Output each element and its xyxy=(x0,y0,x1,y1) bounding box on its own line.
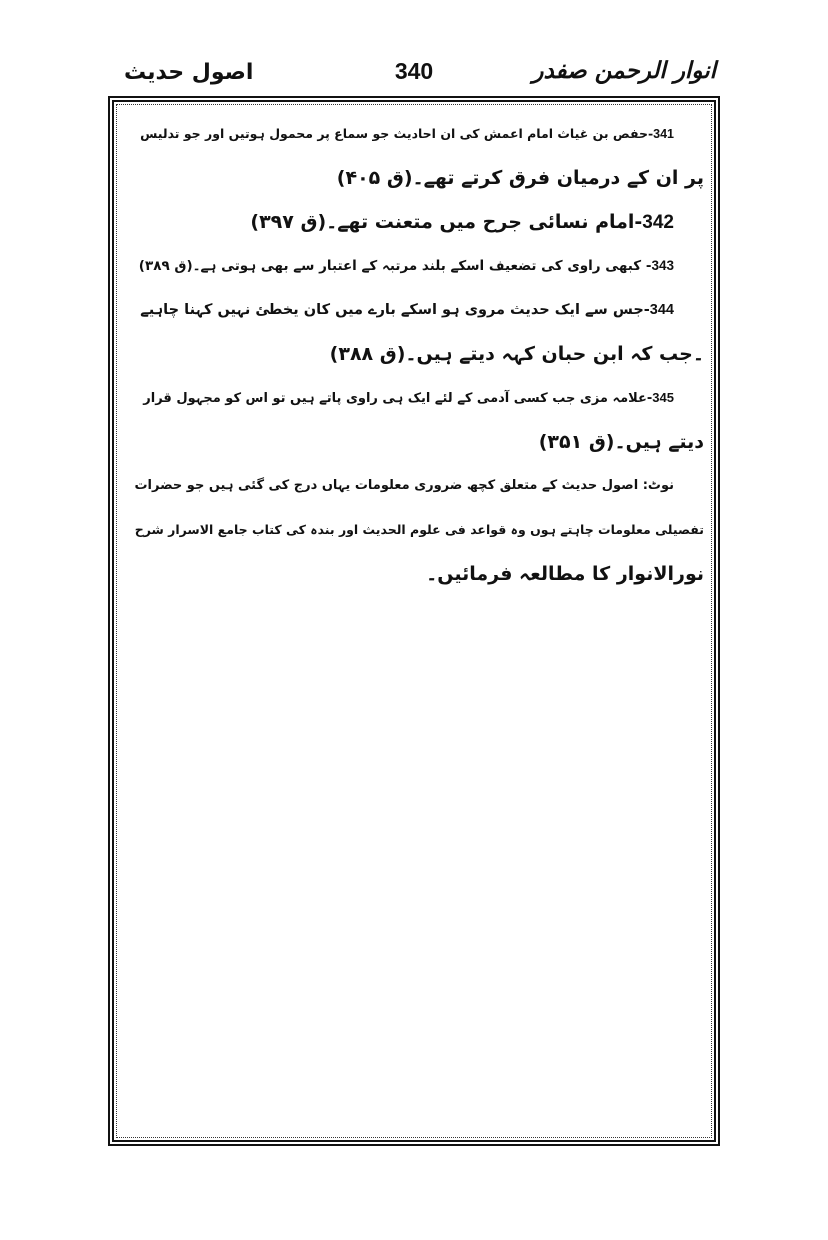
entry-number: 343 xyxy=(651,258,674,273)
entry-text: - کبھی راوی کی تضعیف اسکے بلند مرتبہ کے اعتبار سے بھی ہوتی ہے۔(ق ۳۸۹) xyxy=(138,258,652,274)
book-title: انوار الرحمن صفدر xyxy=(532,58,716,84)
entry-342-line-1 xyxy=(124,200,704,244)
entry-number: 344 xyxy=(649,302,674,318)
note-line-3: نورالانوار کا مطالعہ فرمائیں۔ xyxy=(426,563,704,585)
entry-number: 341 xyxy=(653,127,674,141)
entry-number: 342 xyxy=(642,212,674,233)
chapter-title: اصول حدیث xyxy=(124,60,254,85)
entry-344-line-2: ۔جب کہ ابن حبان کہہ دیتے ہیں۔(ق ۳۸۸) xyxy=(329,343,704,365)
entry-341-line-1 xyxy=(124,112,704,156)
page-body xyxy=(124,112,704,596)
entry-text: -جس سے ایک حدیث مروی ہو اسکے بارے میں کان یخطئ نہیں کہنا چاہیے xyxy=(140,302,650,318)
entry-345-line-1 xyxy=(124,376,704,420)
entry-343-line-1 xyxy=(124,244,704,288)
page-header xyxy=(108,58,720,92)
entry-344-line-1 xyxy=(124,288,704,332)
entry-text: -امام نسائی جرح میں متعنت تھے۔(ق ۳۹۷) xyxy=(250,211,643,233)
entry-text: -علامہ مزی جب کسی آدمی کے لئے ایک ہی راوی پاتے ہیں تو اس کو مجہول قرار xyxy=(143,391,653,406)
entry-text: -حفص بن غیاث امام اعمش کی ان احادیث جو سماع پر محمول ہوتیں اور جو تدلیس xyxy=(140,126,654,141)
entry-number: 345 xyxy=(652,390,674,405)
note-line-1: نوٹ: اصول حدیث کے متعلق کچھ ضروری معلومات یہاں درج کی گئی ہیں جو حضرات xyxy=(134,478,674,493)
note-line-2: تفصیلی معلومات چاہتے ہوں وہ قواعد فی علوم الحدیث اور بندہ کی کتاب جامع الاسرار شرح xyxy=(134,522,704,537)
page-border-frame xyxy=(108,96,720,1146)
page-number: 340 xyxy=(394,58,434,84)
entry-341-line-2: پر ان کے درمیان فرق کرتے تھے۔(ق ۴۰۵) xyxy=(336,167,704,189)
entry-345-line-2: دیتے ہیں۔(ق ۳۵۱) xyxy=(538,431,704,453)
